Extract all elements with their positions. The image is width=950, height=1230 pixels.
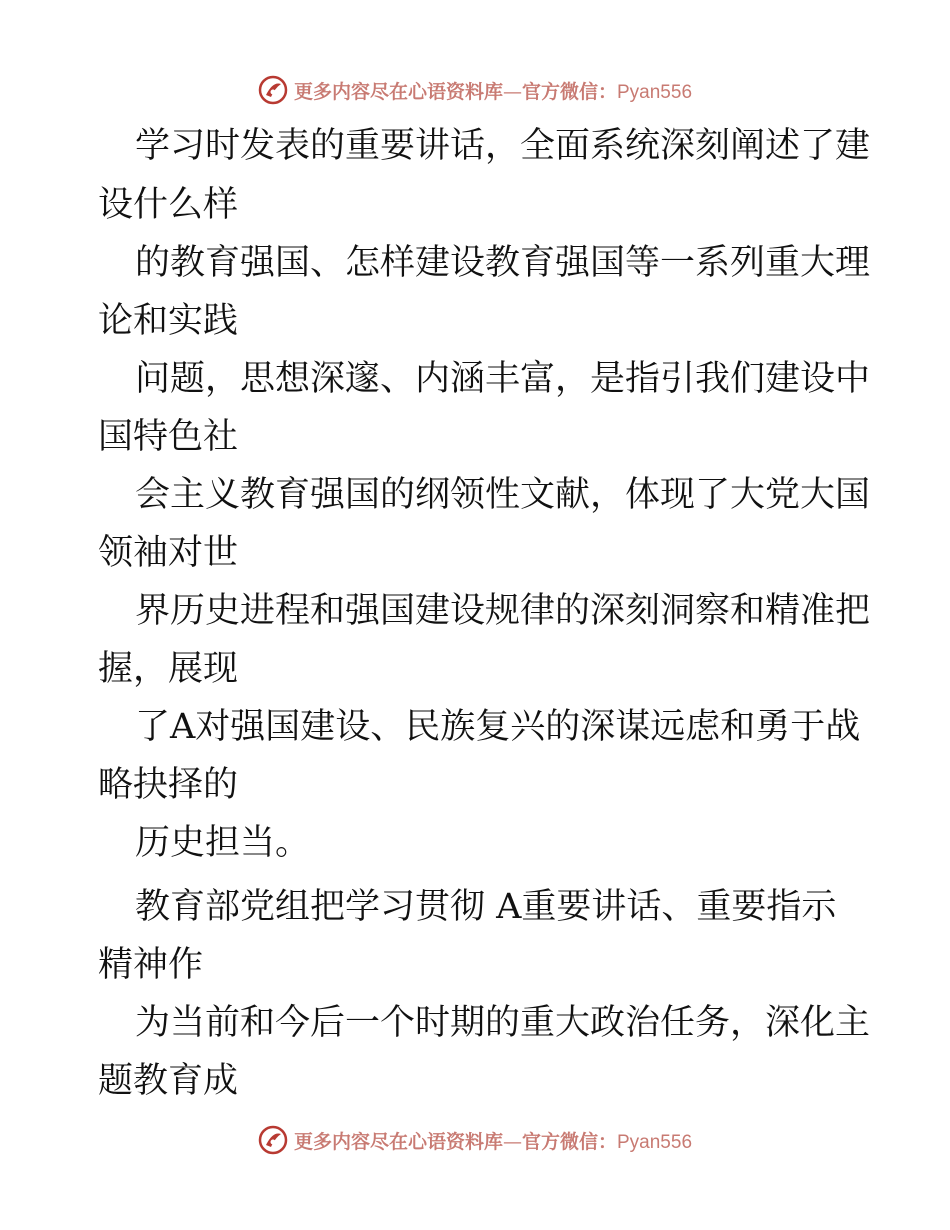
text-line: 设什么样 bbox=[98, 185, 239, 225]
text-line: 历史担当。 bbox=[135, 823, 311, 863]
text-line: 握，展现 bbox=[98, 649, 239, 689]
text-line: 教育部党组把学习贯彻 A重要讲话、重要指示 bbox=[135, 887, 837, 927]
text-line: 精神作 bbox=[98, 945, 204, 985]
header-banner bbox=[0, 70, 950, 110]
text-line: 题教育成 bbox=[98, 1061, 239, 1101]
text-line: 为当前和今后一个时期的重大政治任务，深化主 bbox=[135, 1003, 871, 1043]
text-line: 了A对强国建设、民族复兴的深谋远虑和勇于战 bbox=[135, 707, 861, 747]
brand-logo-icon bbox=[258, 75, 288, 105]
header-wechat-id: Pyan556 bbox=[617, 81, 693, 103]
text-line: 论和实践 bbox=[98, 301, 239, 341]
header-separator: — bbox=[502, 80, 522, 103]
text-line: 界历史进程和强国建设规律的深刻洞察和精准把 bbox=[135, 591, 871, 631]
footer-banner bbox=[0, 1120, 950, 1160]
header-banner-text bbox=[294, 77, 692, 104]
text-line: 的教育强国、怎样建设教育强国等一系列重大理 bbox=[135, 243, 871, 283]
header-contact-text: 官方微信： bbox=[521, 80, 617, 103]
footer-site-text: 更多内容尽在心语资料库 bbox=[293, 1130, 503, 1153]
footer-separator: — bbox=[502, 1130, 522, 1153]
header-site-text: 更多内容尽在心语资料库 bbox=[293, 80, 503, 103]
footer-wechat-id: Pyan556 bbox=[617, 1131, 693, 1153]
brand-logo-icon bbox=[258, 1125, 288, 1155]
footer-banner-text bbox=[294, 1127, 692, 1154]
text-line: 领袖对世 bbox=[98, 533, 239, 573]
text-line: 会主义教育强国的纲领性文献，体现了大党大国 bbox=[135, 475, 871, 515]
footer-contact-text: 官方微信： bbox=[521, 1130, 617, 1153]
text-line: 学习时发表的重要讲话，全面系统深刻阐述了建 bbox=[135, 126, 871, 166]
text-line: 国特色社 bbox=[98, 417, 239, 457]
text-line: 问题，思想深邃、内涵丰富，是指引我们建设中 bbox=[135, 359, 871, 399]
text-line: 略抉择的 bbox=[98, 765, 239, 805]
